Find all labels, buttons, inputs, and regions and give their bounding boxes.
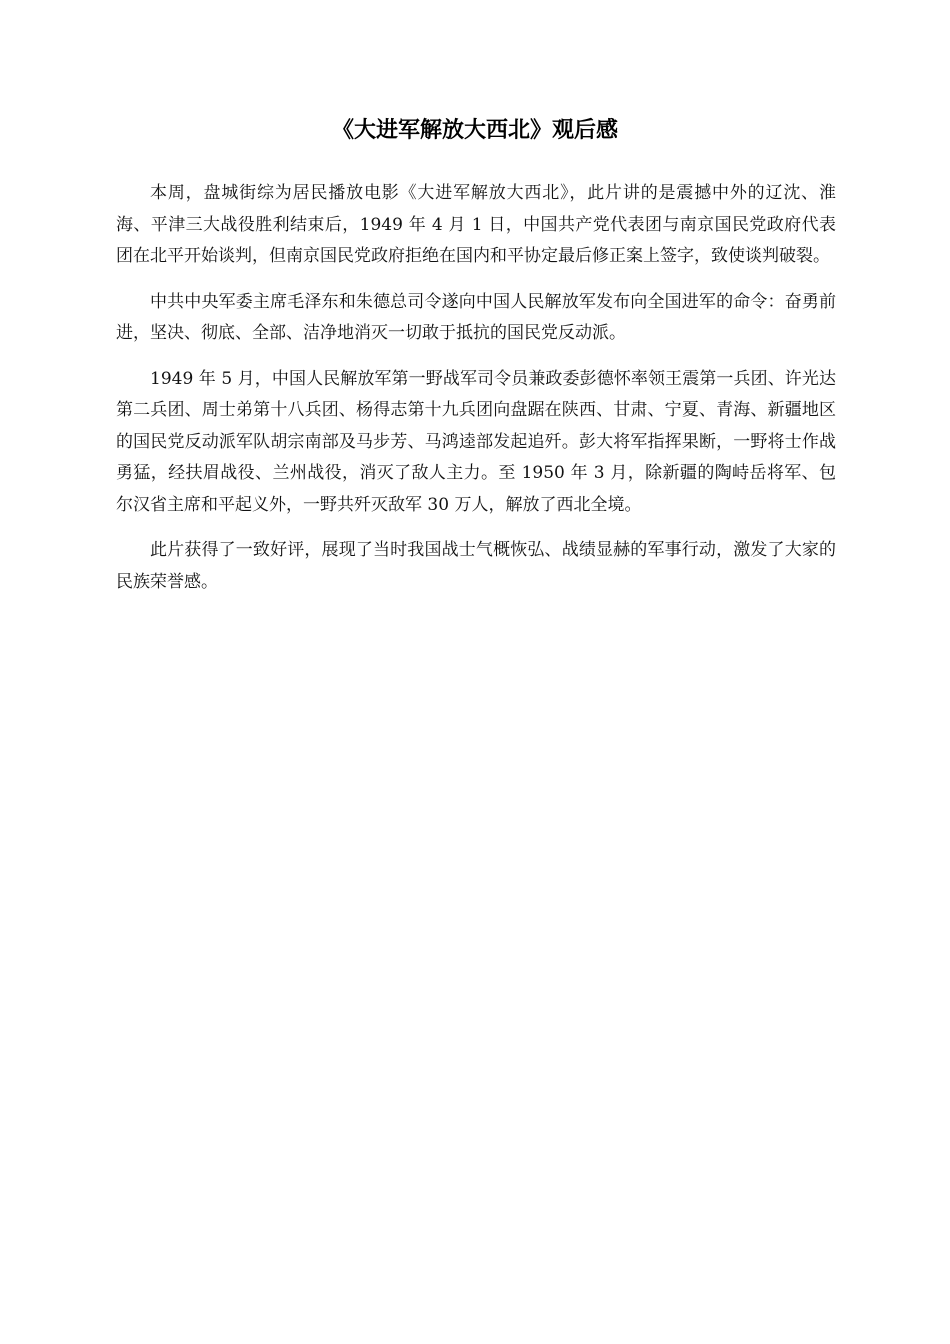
document-title: 《大进军解放大西北》观后感 bbox=[331, 118, 618, 143]
paragraph-4: 此片获得了一致好评，展现了当时我国战士气概恢弘、战绩显赫的军事行动，激发了大家的民族荣誉感。 bbox=[116, 540, 836, 592]
paragraph-1: 本周，盘城街综为居民播放电影《大进军解放大西北》，此片讲的是震撼中外的辽沈、淮海、平津三大战役胜利结束后，1949 年 4 月 1 日，中国共产党代表团与南京国民党政府代表团在北平开始谈判，但南京国民党政府拒绝在国内和平协定最后修正案上签字，致使谈判破裂。 bbox=[116, 183, 836, 266]
paragraph-3: 1949 年 5 月，中国人民解放军第一野战军司令员兼政委彭德怀率领王震第一兵团、许光达第二兵团、周士弟第十八兵团、杨得志第十九兵团向盘踞在陕西、甘肃、宁夏、青海、新疆地区的国民党反动派军队胡宗南部及马步芳、马鸿逵部发起追歼。彭大将军指挥果断，一野将士作战勇猛，经扶眉战役、兰州战役，消灭了敌人主力。至 1950 年 3 月，除新疆的陶峙岳将军、包尔汉省主席和平起义外，一野共歼灭敌军 30 万人，解放了西北全境。 bbox=[116, 368, 836, 515]
paragraph-2: 中共中央军委主席毛泽东和朱德总司令遂向中国人民解放军发布向全国进军的命令：奋勇前进，坚决、彻底、全部、洁净地消灭一切敢于抵抗的国民党反动派。 bbox=[116, 291, 836, 343]
document-body bbox=[116, 178, 836, 612]
